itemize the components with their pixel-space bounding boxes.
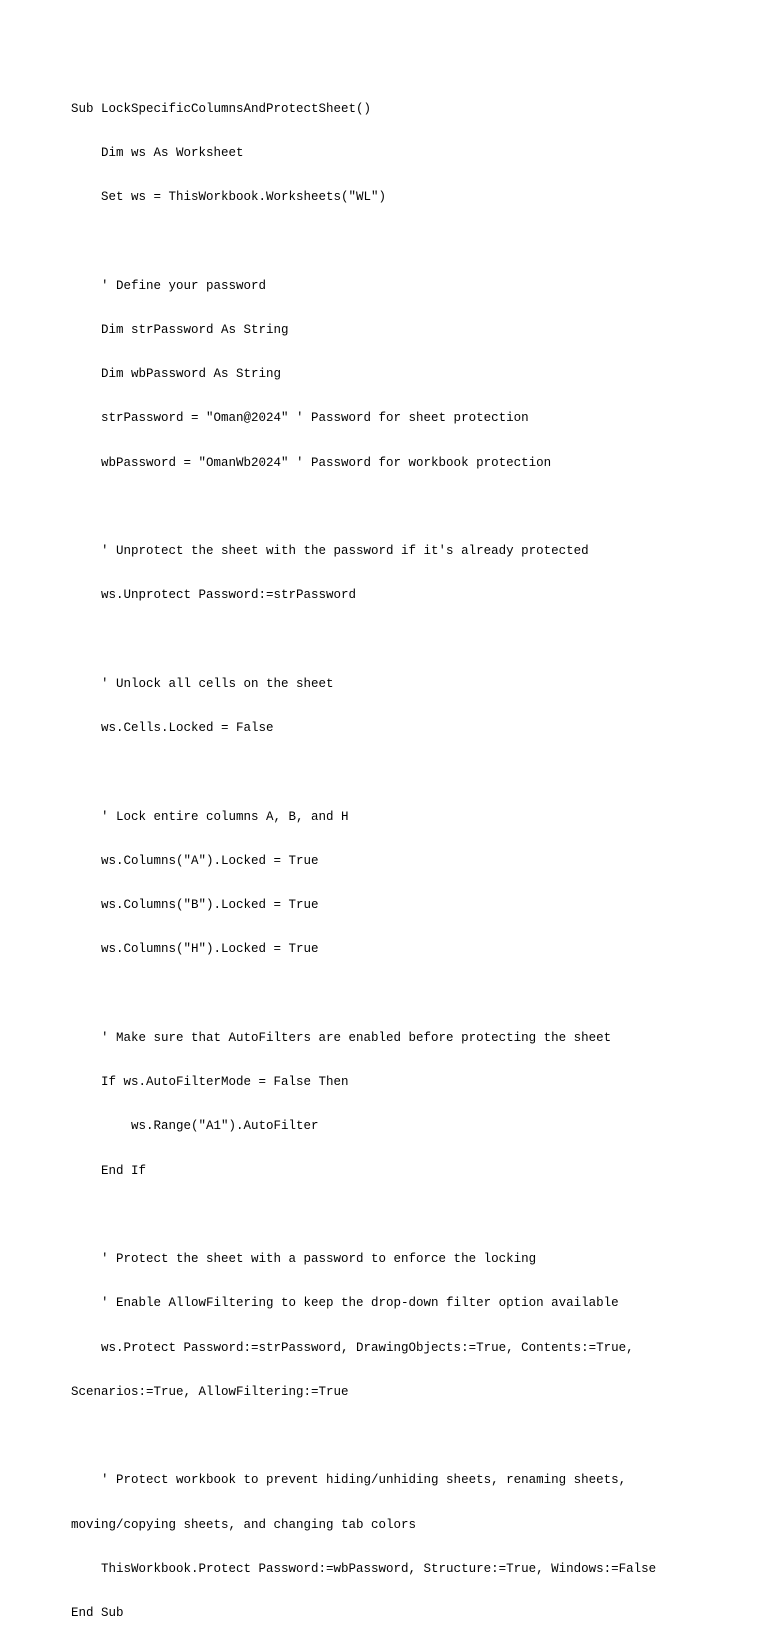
code-line: ' Protect workbook to prevent hiding/unhiding sheets, renaming sheets, <box>71 1473 627 1488</box>
code-line <box>71 500 711 515</box>
code-line: ws.Columns("A").Locked = True <box>71 853 319 868</box>
code-line: ws.Range("A1").AutoFilter <box>71 1119 319 1134</box>
code-line: Dim wbPassword As String <box>71 367 282 381</box>
code-line <box>71 234 711 249</box>
code-line: ' Unlock all cells on the sheet <box>71 676 334 691</box>
code-line: ' Make sure that AutoFilters are enabled before protecting the sheet <box>71 1030 612 1045</box>
code-line: End Sub <box>71 1606 124 1620</box>
code-line: Dim ws As Worksheet <box>71 145 244 160</box>
code-line: Scenarios:=True, AllowFiltering:=True <box>71 1384 349 1399</box>
code-line: strPassword = "Oman@2024" ' Password for sheet protection <box>71 411 529 426</box>
code-line <box>71 633 711 648</box>
code-line <box>71 765 711 780</box>
code-line: ws.Cells.Locked = False <box>71 721 274 735</box>
code-line <box>71 1429 711 1444</box>
code-line: ws.Protect Password:=strPassword, DrawingObjects:=True, Contents:=True, <box>71 1340 634 1355</box>
code-line: ws.Unprotect Password:=strPassword <box>71 588 357 603</box>
code-line: wbPassword = "OmanWb2024" ' Password for workbook protection <box>71 455 552 470</box>
code-line <box>71 1208 711 1223</box>
code-line: End If <box>71 1163 147 1178</box>
code-line: ' Enable AllowFiltering to keep the drop-down filter option available <box>71 1296 619 1311</box>
code-line: Set ws = ThisWorkbook.Worksheets("WL") <box>71 190 387 204</box>
code-line: Dim strPassword As String <box>71 322 289 337</box>
code-line: ThisWorkbook.Protect Password:=wbPassword, Structure:=True, Windows:=False <box>71 1561 657 1576</box>
code-line: ' Lock entire columns A, B, and H <box>71 809 349 824</box>
code-line: ws.Columns("B").Locked = True <box>71 898 319 912</box>
code-line: moving/copying sheets, and changing tab colors <box>71 1517 417 1532</box>
code-line: ws.Columns("H").Locked = True <box>71 942 319 957</box>
vba-code-block <box>71 72 711 1650</box>
code-line: ' Unprotect the sheet with the password if it's already protected <box>71 544 589 558</box>
code-line: If ws.AutoFilterMode = False Then <box>71 1075 349 1089</box>
code-line: ' Protect the sheet with a password to enforce the locking <box>71 1252 537 1266</box>
code-line <box>71 987 711 1002</box>
code-line: Sub LockSpecificColumnsAndProtectSheet() <box>71 101 372 116</box>
code-line: ' Define your password <box>71 278 267 293</box>
